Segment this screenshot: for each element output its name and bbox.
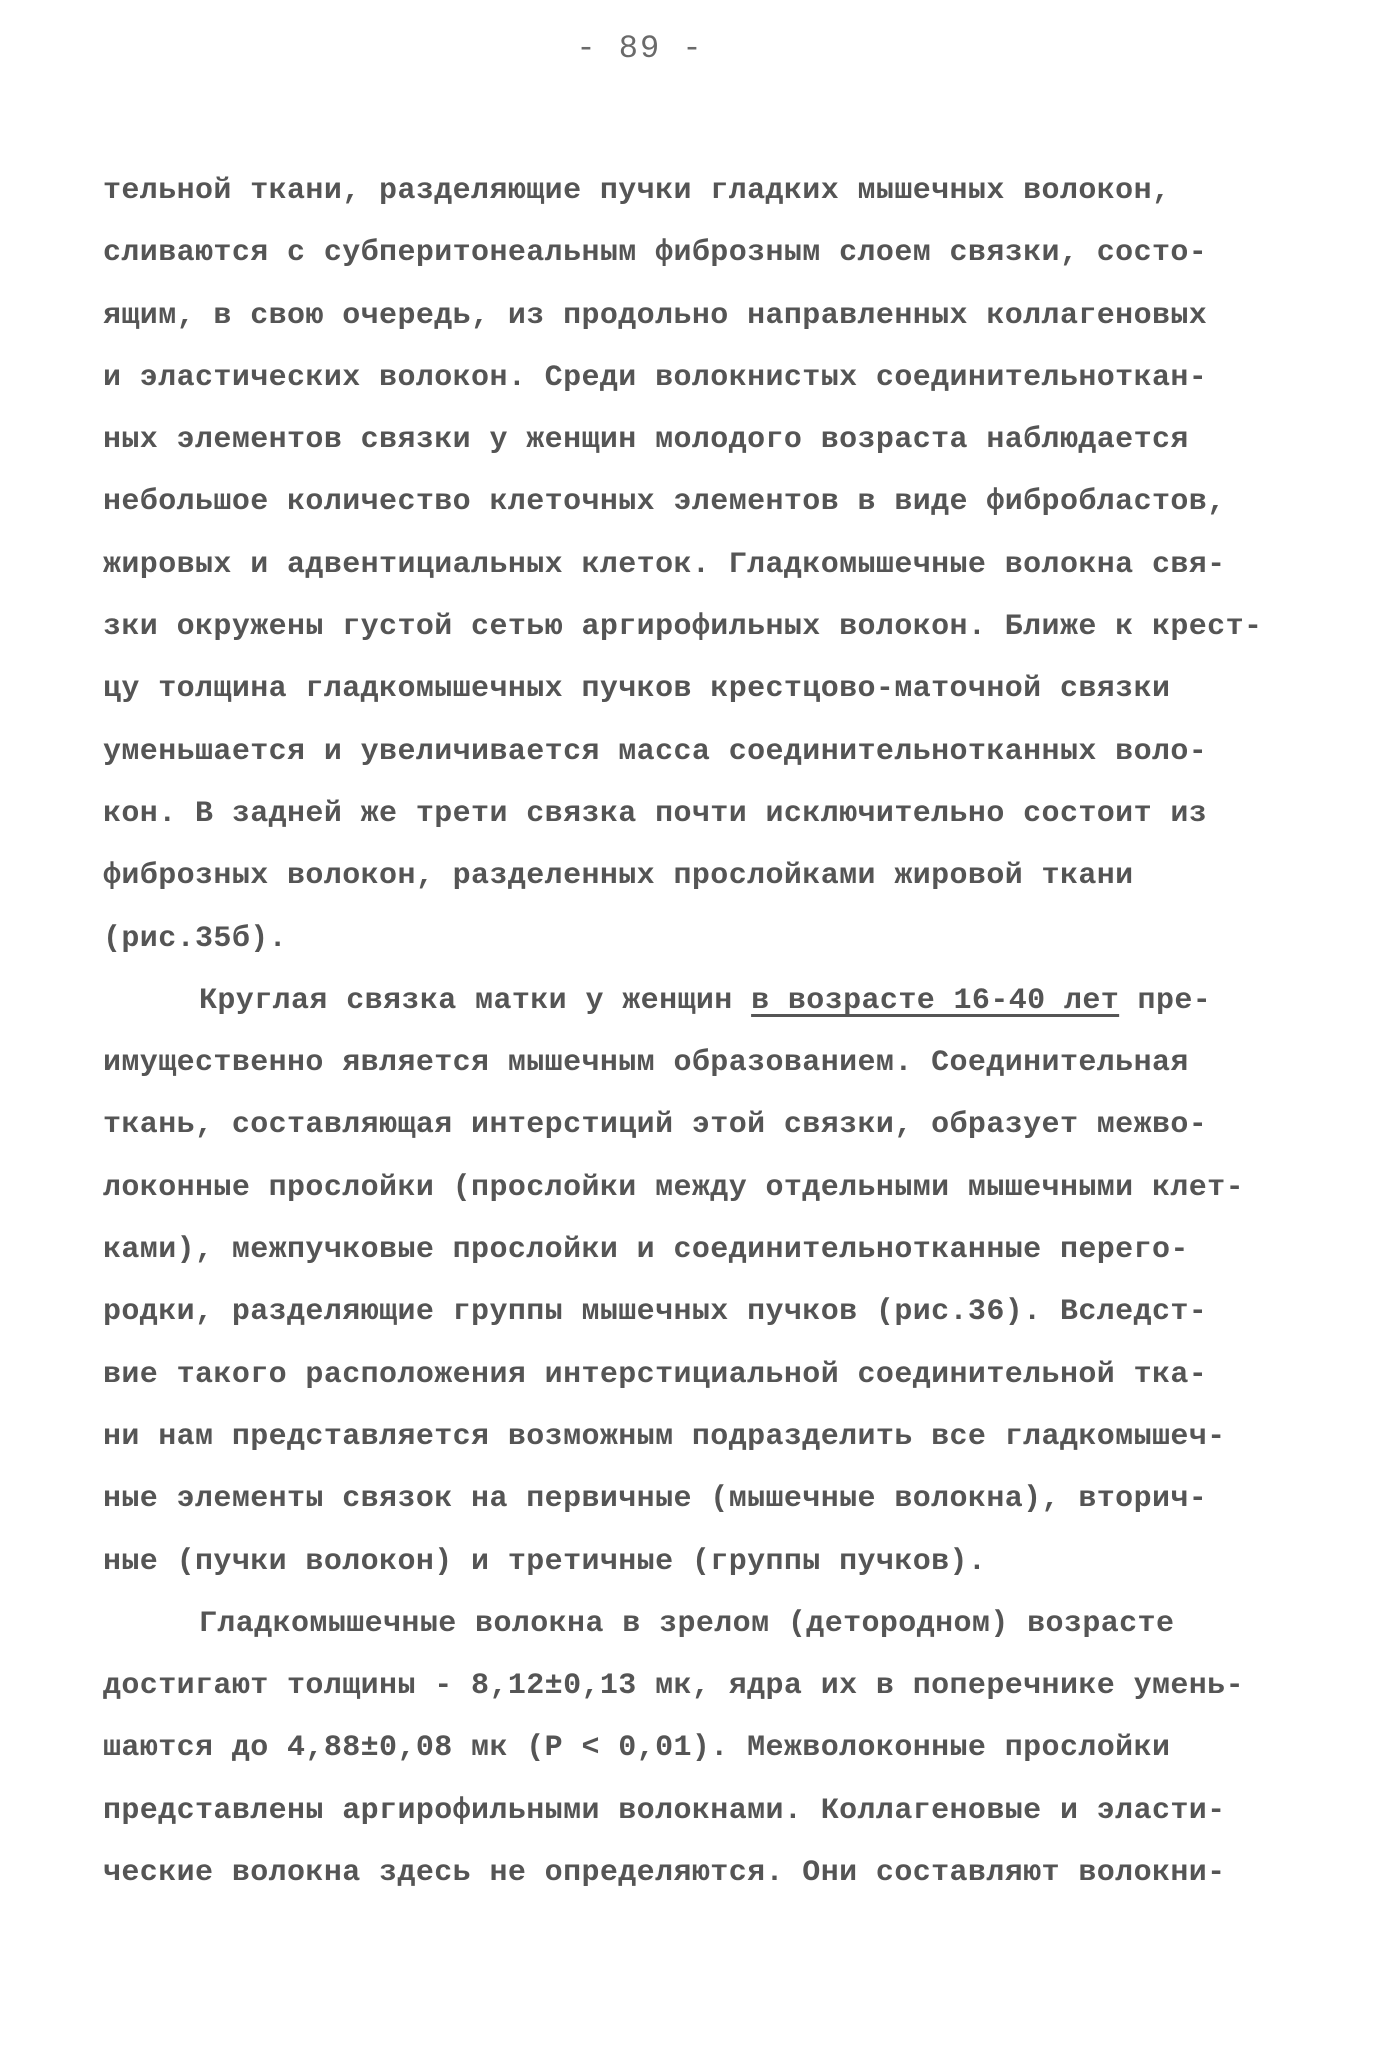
paragraph-3 [103, 1593, 1303, 1904]
text-line-first [103, 970, 1303, 1032]
text-line: представлены аргирофильными волокнами. Коллагеновые и эласти- [103, 1793, 1226, 1828]
body-text [103, 160, 1303, 1904]
text-line: и эластических волокон. Среди волокнистых соединительноткан- [103, 360, 1208, 395]
paragraph-1 [103, 160, 1303, 970]
text-run: Круглая связка матки у женщин [199, 983, 752, 1018]
text-line: ящим, в свою очередь, из продольно направленных коллагеновых [103, 298, 1208, 333]
text-line: ческие волокна здесь не определяются. Они составляют волокни- [103, 1856, 1226, 1891]
text-line: шаются до 4,88±0,08 мк (Р < 0,01). Межволоконные прослойки [103, 1731, 1171, 1766]
text-run: пре- [1119, 983, 1212, 1018]
text-line: цу толщина гладкомышечных пучков крестцово-маточной связки [103, 672, 1171, 707]
text-line: жировых и адвентициальных клеток. Гладкомышечные волокна свя- [103, 547, 1226, 582]
text-line: (рис.35б). [103, 921, 288, 956]
text-line: тельной ткани, разделяющие пучки гладких мышечных волокон, [103, 174, 1171, 208]
text-line: уменьшается и увеличивается масса соединительнотканных воло- [103, 734, 1208, 769]
text-line: фиброзных волокон, разделенных прослойками жировой ткани [103, 859, 1134, 894]
underlined-phrase: в возрасте 16-40 лет [751, 983, 1120, 1018]
text-line-first: Гладкомышечные волокна в зрелом (детородном) возрасте [199, 1606, 1175, 1641]
text-line: родки, разделяющие группы мышечных пучков (рис.36). Вследст- [103, 1295, 1208, 1330]
text-line: небольшое количество клеточных элементов в виде фибробластов, [103, 485, 1226, 520]
text-line: ткань, составляющая интерстиций этой связки, образует межво- [103, 1108, 1208, 1143]
text-line: сливаются с субперитонеальным фиброзным слоем связки, состо- [103, 236, 1208, 271]
text-line: ками), межпучковые прослойки и соединительнотканные перего- [103, 1233, 1189, 1268]
text-line: вие такого расположения интерстициальной соединительной тка- [103, 1357, 1208, 1392]
text-line: достигают толщины - 8,12±0,13 мк, ядра их в поперечнике умень- [103, 1669, 1244, 1704]
paragraph-2 [103, 970, 1303, 1593]
text-line: ные элементы связок на первичные (мышечные волокна), вторич- [103, 1482, 1208, 1517]
page-number: - 89 - [576, 30, 704, 67]
text-line: имущественно является мышечным образованием. Соединительная [103, 1046, 1189, 1081]
text-line: ных элементов связки у женщин молодого возраста наблюдается [103, 423, 1189, 458]
text-line: локонные прослойки (прослойки между отдельными мышечными клет- [103, 1170, 1244, 1205]
text-line: зки окружены густой сетью аргирофильных волокон. Ближе к крест- [103, 610, 1263, 645]
text-line: ные (пучки волокон) и третичные (группы пучков). [103, 1544, 987, 1579]
text-line: ни нам представляется возможным подразделить все гладкомышеч- [103, 1419, 1226, 1454]
text-line: кон. В задней же трети связка почти исключительно состоит из [103, 796, 1208, 831]
